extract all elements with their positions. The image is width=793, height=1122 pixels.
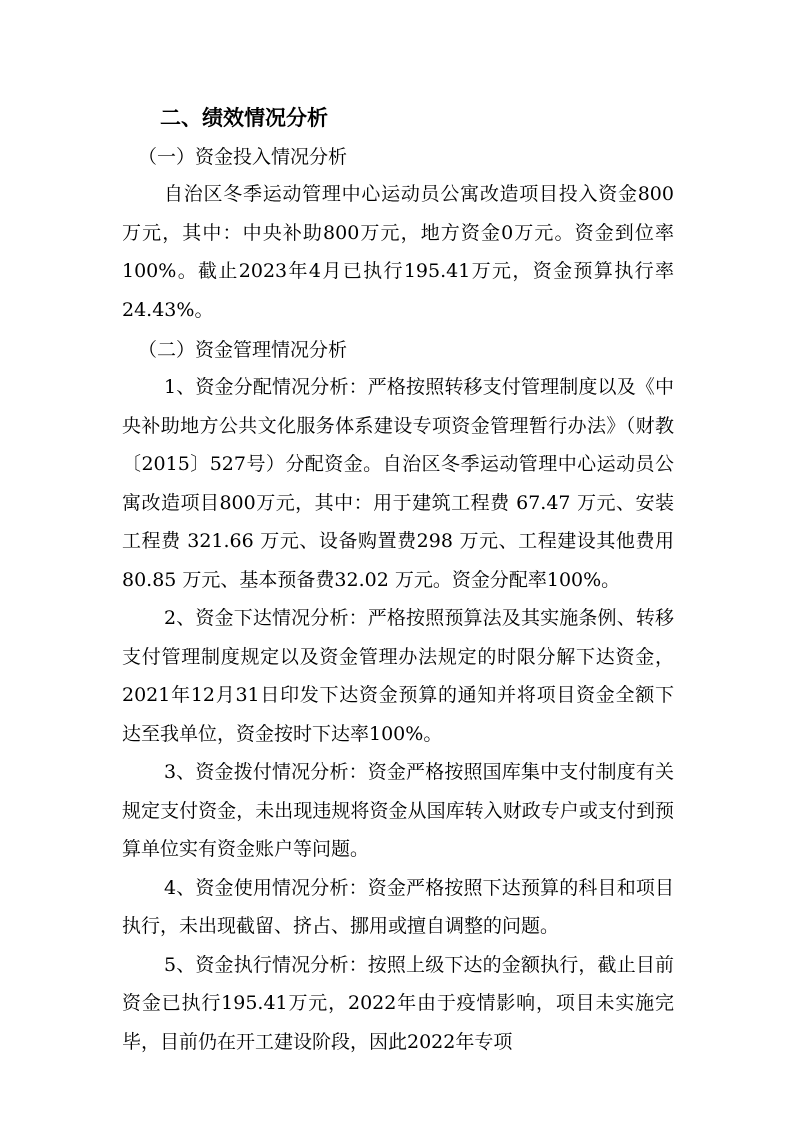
paragraph-execution: 5、资金执行情况分析：按照上级下达的金额执行，截止目前资金已执行195.41万元，2022年由于疫情影响，项目未实施完毕，目前仍在开工建设阶段，因此2022年专项 (122, 953, 674, 1053)
subsection-heading-funding-input: （一）资金投入情况分析 (138, 146, 348, 168)
paragraph-funding-input: 自治区冬季运动管理中心运动员公寓改造项目投入资金800万元，其中：中央补助800万元，地方资金0万元。资金到位率100%。截止2023年4月已执行195.41万元，资金预算执行率24.43%。 (122, 183, 674, 321)
subsection-heading-funding-management: （二）资金管理情况分析 (138, 339, 348, 361)
paragraph-disbursement: 3、资金拨付情况分析：资金严格按照国库集中支付制度有关规定支付资金，未出现违规将资金从国库转入财政专户或支付到预算单位实有资金账户等问题。 (122, 761, 674, 860)
paragraph-allocation: 1、资金分配情况分析：严格按照转移支付管理制度以及《中央补助地方公共文化服务体系建设专项资金管理暂行办法》（财教〔2015〕527号）分配资金。自治区冬季运动管理中心运动员公寓改造项目800万元，其中：用于建筑工程费 67.47 万元、安装工程费 321.66 万元、设备购置费298 万元、工程建设其他费用 80.85 万元、基本预备费32.02 万元。资金分配率100%。 (122, 376, 674, 591)
paragraph-issuance: 2、资金下达情况分析：严格按照预算法及其实施条例、转移支付管理制度规定以及资金管理办法规定的时限分解下达资金，2021年12月31日印发下达资金预算的通知并将项目资金全额下达至我单位，资金按时下达率100%。 (122, 607, 674, 745)
section-heading: 二、绩效情况分析 (160, 106, 328, 130)
paragraph-usage: 4、资金使用情况分析：资金严格按照下达预算的科目和项目执行，未出现截留、挤占、挪用或擅自调整的问题。 (122, 876, 674, 937)
document-body (122, 100, 674, 1061)
